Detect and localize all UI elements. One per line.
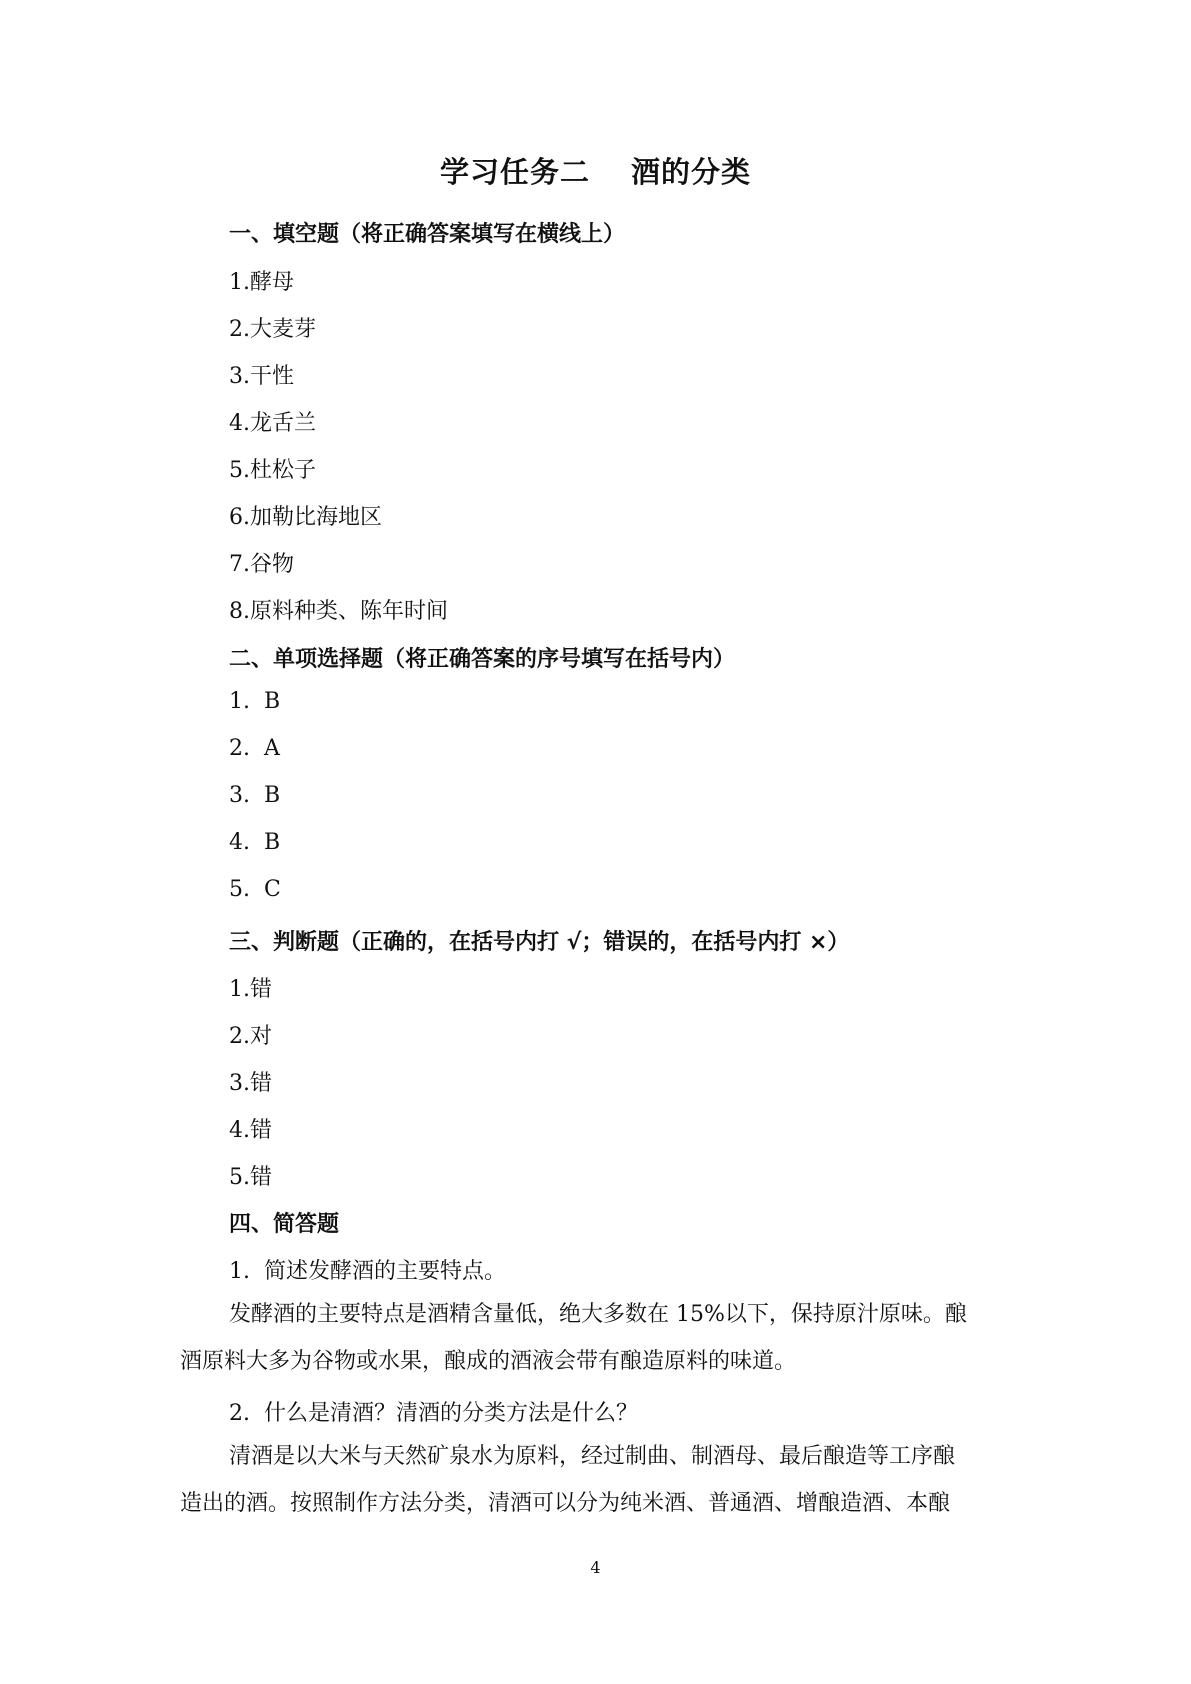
page-number: 4	[590, 1558, 601, 1577]
list-item: 3. B	[229, 783, 281, 808]
answer-1-paragraph	[180, 1291, 1016, 1385]
section-1-heading: 一、填空题（将正确答案填写在横线上）	[229, 222, 626, 247]
list-item: 2. A	[229, 736, 280, 761]
page-title: 学习任务二 酒的分类	[439, 155, 752, 189]
list-item: 1.酵母	[229, 270, 294, 295]
list-item: 2.对	[229, 1024, 272, 1049]
list-item: 4.错	[229, 1118, 272, 1143]
section-3-heading: 三、判断题（正确的，在括号内打 √；错误的，在括号内打 ×）	[229, 930, 850, 955]
question-1: 1. 简述发酵酒的主要特点。	[229, 1259, 506, 1284]
list-item: 5. C	[229, 877, 281, 902]
answer-2-paragraph	[180, 1433, 1016, 1527]
list-item: 8.原料种类、陈年时间	[229, 599, 448, 624]
list-item: 4. B	[229, 830, 281, 855]
paragraph-line: 酒原料大多为谷物或水果，酿成的酒液会带有酿造原料的味道。	[180, 1349, 797, 1374]
list-item: 3.干性	[229, 364, 294, 389]
list-item: 5.错	[229, 1165, 272, 1190]
list-item: 2.大麦芽	[229, 317, 316, 342]
paragraph-line: 造出的酒。按照制作方法分类，清酒可以分为纯米酒、普通酒、增酿造酒、本酿	[180, 1491, 951, 1516]
paragraph-line: 发酵酒的主要特点是酒精含量低，绝大多数在 15%以下，保持原汁原味。酿	[229, 1302, 967, 1327]
list-item: 5.杜松子	[229, 458, 316, 483]
list-item: 6.加勒比海地区	[229, 505, 382, 530]
question-2: 2. 什么是清酒？清酒的分类方法是什么？	[229, 1401, 638, 1426]
section-2-heading: 二、单项选择题（将正确答案的序号填写在括号内）	[229, 647, 736, 672]
list-item: 3.错	[229, 1071, 272, 1096]
list-item: 1. B	[229, 689, 281, 714]
list-item: 4.龙舌兰	[229, 411, 316, 436]
list-item: 7.谷物	[229, 552, 294, 577]
paragraph-line: 清酒是以大米与天然矿泉水为原料，经过制曲、制酒母、最后酿造等工序酿	[229, 1444, 956, 1469]
list-item: 1.错	[229, 977, 272, 1002]
section-4-heading: 四、简答题	[229, 1212, 340, 1237]
